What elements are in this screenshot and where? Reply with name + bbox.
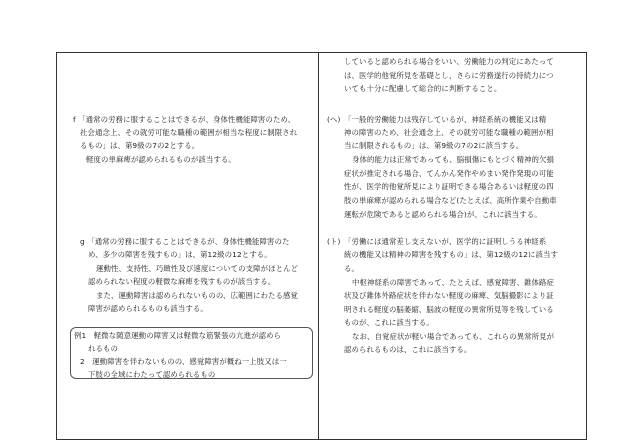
- item-to-note-5: なお、自覚症状が軽い場合であっても、これらの異常所見が: [352, 332, 555, 341]
- example-line-4: 下肢の全域にわたって認められるもの: [88, 370, 216, 379]
- item-g-note-1: 運動性、支持性、巧緻性及び速度についての支障がほとんど: [96, 264, 299, 273]
- item-he-note-5: 運転が危険であると認められる場合)が、これに該当する。: [344, 210, 542, 219]
- item-to-note-6: 認められるものは、これに該当する。: [344, 345, 472, 354]
- item-g-note-2: 認められない程度の軽微な麻痺を残すものが該当する。: [88, 277, 276, 286]
- item-to-note-4: ものが、これに該当する。: [344, 318, 434, 327]
- item-to-line-1: 「労働には通常差し支えないが、医学的に証明しうる神経系: [344, 237, 547, 246]
- example-line-1: 例1 軽微な随意運動の障害又は軽微な筋緊張の亢進が認めら: [74, 331, 282, 340]
- item-f-line-2: 社会通念上、その就労可能な職種の範囲が相当な程度に制限され: [80, 128, 298, 137]
- item-f-line-3: るもの」は、第9級の7の2とする。: [80, 141, 200, 150]
- item-he-note-4: 肢の単麻痺が認められる場合など(たとえば、高所作業や自動車: [344, 196, 557, 205]
- item-g-line-1: g 「通常の労務に服することはできるが、身体性機能障害のた: [80, 237, 290, 246]
- item-to-label: (ト): [327, 237, 341, 246]
- intro-line-2: は、医学的他覚所見を基礎とし、さらに労務遂行の持続力につ: [344, 71, 554, 80]
- item-he-line-1: 「一般的労働能力は残存しているが、神経系統の機能又は精: [344, 115, 547, 124]
- item-f-line-1: f 「通常の労務に服することはできるが、身体性機能障害のため、: [73, 115, 296, 124]
- item-to-line-2: 統の機能又は精神の障害を残すもの」は、第12級の12に該当す: [344, 250, 558, 259]
- item-he-label: (へ): [327, 115, 341, 124]
- item-he-note-2: 症状が推定される場合、てんかん発作やめまい発作発現の可能: [344, 169, 554, 178]
- comparison-table: [56, 52, 587, 440]
- item-he-note-3: 性が、医学的他覚所見により証明できる場合あるいは軽度の四: [344, 182, 554, 191]
- item-g-note-3: また、運動障害は認められないものの、広範囲にわたる感覚: [96, 291, 298, 300]
- column-divider: [318, 52, 319, 440]
- example-line-3: 2 運動障害を伴わないものの、感覚障害が概ね一上肢又は一: [80, 357, 287, 366]
- item-to-note-3: 明される軽度の脳萎縮、脳波の軽度の異常所見等を残している: [344, 305, 554, 314]
- item-f-note: 軽度の単麻痺が認められるものが該当する。: [86, 155, 236, 164]
- item-to-note-1: 中枢神経系の障害であって、たとえば、感覚障害、錐体路症: [352, 278, 555, 287]
- item-he-line-2: 神の障害のため、社会通念上、その就労可能な職種の範囲が相: [344, 128, 554, 137]
- item-g-line-2: め、多少の障害を残すもの」は、第12級の12とする。: [88, 250, 272, 259]
- item-g-note-4: 障害が認められるものも該当する。: [88, 304, 208, 313]
- item-to-note-2: 状及び錐体外路症状を伴わない軽度の麻痺、気脳撮影により証: [344, 291, 554, 300]
- item-he-line-3: 当に制限されるもの」は、第9級の7の2に該当する。: [344, 141, 524, 150]
- intro-line-3: いても十分に配慮して総合的に判断すること。: [344, 84, 502, 93]
- item-he-note-1: 身体的能力は正常であっても、脳損傷にもとづく精神的欠損: [352, 155, 555, 164]
- item-to-line-3: る。: [344, 264, 359, 273]
- example-line-2: れるもの: [88, 344, 118, 353]
- intro-line-1: していると認められる場合をいい、労働能力の判定にあたって: [344, 57, 554, 66]
